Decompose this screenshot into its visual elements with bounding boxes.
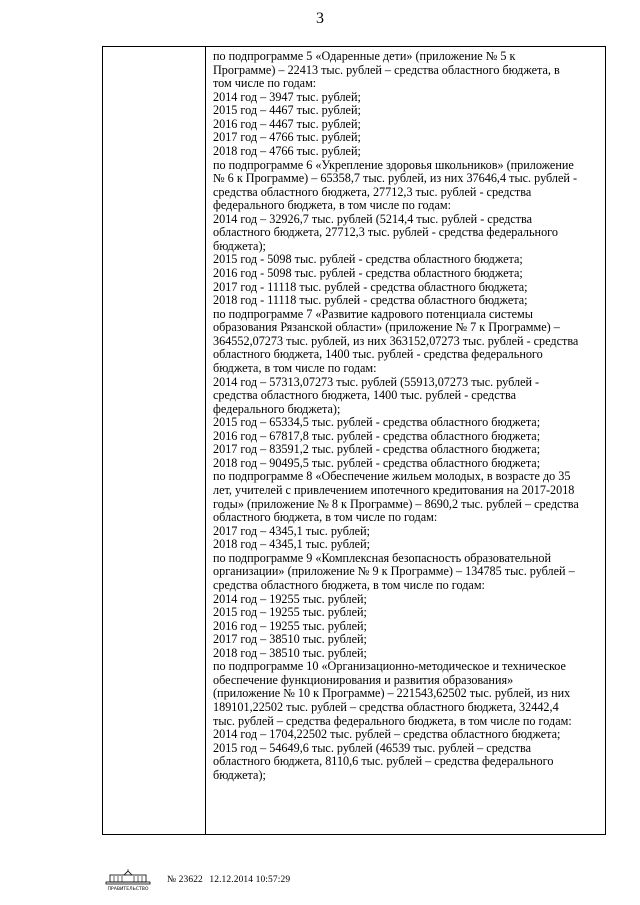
text-line: 2018 год – 38510 тыс. рублей; — [213, 645, 367, 660]
text-line: 2014 год – 32926,7 тыс. рублей (5214,4 тыс. рублей - средства — [213, 211, 533, 226]
text-line: областного бюджета, 27712,3 тыс. рублей - средства федерального — [213, 225, 558, 240]
logo-text-mark — [102, 885, 154, 891]
text-line: 2017 год – 4345,1 тыс. рублей; — [213, 523, 370, 538]
text-line: 364552,07273 тыс. рублей, из них 363152,07273 тыс. рублей - средства — [213, 333, 579, 348]
text-line: 2017 год – 4766 тыс. рублей; — [213, 130, 361, 145]
text-line: 2016 год – 67817,8 тыс. рублей - средства областного бюджета; — [213, 428, 541, 443]
page-number: 3 — [316, 10, 324, 27]
text-line: 189101,22502 тыс. рублей – средства областного бюджета, 32442,4 — [213, 700, 559, 714]
text-line: 2014 год – 3947 тыс. рублей; — [213, 89, 361, 104]
text-line: образования Рязанской области» (приложение № 7 к Программе) – — [213, 320, 560, 335]
footer-stamp — [167, 875, 294, 885]
text-line: областного бюджета, 8110,6 тыс. рублей – средства федерального — [213, 754, 554, 769]
text-line: том числе по годам: — [213, 76, 317, 91]
text-line: 2017 год - 11118 тыс. рублей - средства областного бюджета; — [213, 279, 528, 294]
text-line: 2018 год – 4766 тыс. рублей; — [213, 143, 361, 158]
text-line: 2015 год – 65334,5 тыс. рублей - средства областного бюджета; — [213, 415, 541, 430]
text-line: (приложение № 10 к Программе) – 221543,62502 тыс. рублей, из них — [213, 686, 571, 701]
text-line: средства областного бюджета, в том числе по годам: — [213, 577, 485, 592]
text-line: тыс. рублей – средства федерального бюджета, в том числе по годам: — [213, 713, 572, 728]
text-line: по подпрограмме 5 «Одаренные дети» (приложение № 5 к — [213, 49, 516, 63]
text-line: федерального бюджета); — [213, 401, 341, 416]
text-line: обеспечение функционирования и развития образования» — [213, 672, 514, 687]
text-line: 2016 год – 4467 тыс. рублей; — [213, 116, 361, 131]
text-line: 2015 год - 5098 тыс. рублей - средства областного бюджета; — [213, 252, 523, 267]
text-line: 2014 год – 1704,22502 тыс. рублей – средства областного бюджета; — [213, 727, 561, 742]
text-line: средства областного бюджета, 1400 тыс. рублей - средства — [213, 388, 517, 403]
building-icon — [104, 869, 152, 885]
government-logo — [101, 869, 155, 891]
svg-text:ПРАВИТЕЛЬСТВО: ПРАВИТЕЛЬСТВО — [107, 887, 149, 891]
text-line: 2015 год – 19255 тыс. рублей; — [213, 605, 367, 620]
text-line: бюджета); — [213, 767, 266, 782]
text-line: по подпрограмме 8 «Обеспечение жильем молодых, в возрасте до 35 — [213, 469, 571, 484]
text-line: 2017 год – 38510 тыс. рублей; — [213, 632, 367, 647]
document-datetime: 12.12.2014 10:57:29 — [209, 875, 291, 885]
text-line: по подпрограмме 7 «Развитие кадрового потенциала системы — [213, 306, 533, 321]
text-line: областного бюджета, в том числе по годам: — [213, 510, 438, 525]
text-line: 2016 год - 5098 тыс. рублей - средства областного бюджета; — [213, 266, 523, 280]
document-number: № 23622 — [167, 875, 203, 885]
text-line: организации» (приложение № 9 к Программе) – 134785 тыс. рублей – — [213, 564, 575, 579]
text-line: № 6 к Программе) – 65358,7 тыс. рублей, из них 37646,4 тыс. рублей - — [213, 171, 578, 186]
text-line: по подпрограмме 6 «Укрепление здоровья школьников» (приложение — [213, 157, 574, 172]
text-line: 2015 год – 4467 тыс. рублей; — [213, 103, 361, 118]
text-line: бюджета, в том числе по годам: — [213, 360, 377, 375]
text-line: 2018 год - 11118 тыс. рублей - средства областного бюджета; — [213, 293, 528, 308]
footer — [101, 869, 294, 891]
text-line: Программе) – 22413 тыс. рублей – средства областного бюджета, в — [213, 62, 560, 77]
text-line: 2016 год – 19255 тыс. рублей; — [213, 618, 367, 633]
text-line: годы» (приложение № 8 к Программе) – 8690,2 тыс. рублей – средства — [213, 496, 579, 511]
text-line: лет, учителей с привлечением ипотечного кредитования на 2017-2018 — [213, 483, 575, 497]
text-line: областного бюджета, 1400 тыс. рублей - средства федерального — [213, 347, 543, 362]
text-line: 2014 год – 57313,07273 тыс. рублей (55913,07273 тыс. рублей - — [213, 374, 540, 389]
text-line: 2015 год – 54649,6 тыс. рублей (46539 тыс. рублей – средства — [213, 740, 531, 755]
text-line: средства областного бюджета, 27712,3 тыс. рублей - средства — [213, 184, 532, 199]
text-line: федерального бюджета, в том числе по годам: — [213, 198, 451, 213]
text-line: 2018 год – 90495,5 тыс. рублей - средства областного бюджета; — [213, 455, 541, 470]
text-line: по подпрограмме 9 «Комплексная безопасность образовательной — [213, 550, 552, 565]
text-line: 2018 год – 4345,1 тыс. рублей; — [213, 537, 370, 552]
text-line: по подпрограмме 10 «Организационно-методическое и техническое — [213, 659, 566, 674]
text-line: 2014 год – 19255 тыс. рублей; — [213, 591, 367, 606]
document-table — [102, 46, 606, 835]
text-cell — [213, 50, 605, 782]
text-line: бюджета); — [213, 238, 266, 253]
column-divider — [205, 47, 206, 834]
text-line: 2017 год – 83591,2 тыс. рублей - средства областного бюджета; — [213, 442, 541, 457]
